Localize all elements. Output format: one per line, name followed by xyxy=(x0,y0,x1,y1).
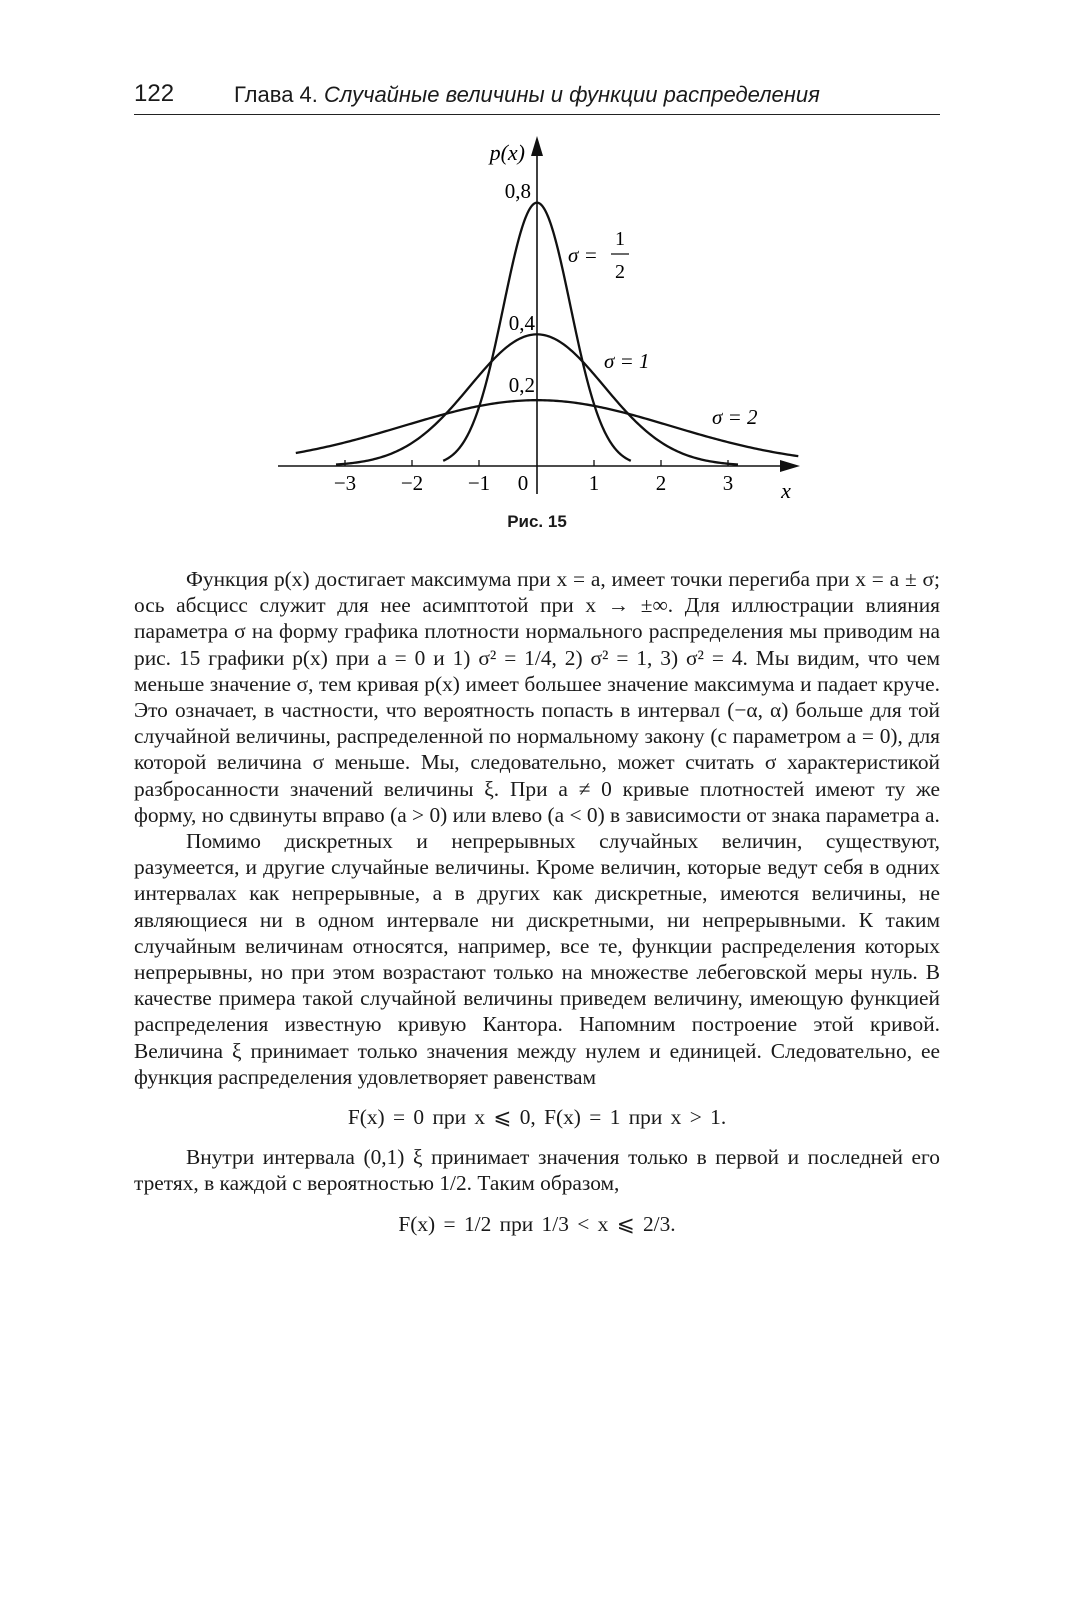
paragraph: Внутри интервала (0,1) ξ принимает значения только в первой и последней его третях, в каждой с вероятностью 1/2. Таким образом, xyxy=(134,1145,940,1196)
x-tick-label: 0 xyxy=(517,471,529,495)
curve-label-sigma-half-denominator: 2 xyxy=(615,261,625,283)
curve-label-sigma-half-numerator: 1 xyxy=(615,228,625,250)
y-tick-label: 0,8 xyxy=(504,179,531,203)
x-tick-label: −2 xyxy=(400,471,424,495)
curve-label-sigma-2: σ = 2 xyxy=(712,405,758,429)
formula: F(x) = 0 при x ⩽ 0, F(x) = 1 при x > 1. xyxy=(347,1105,727,1130)
y-axis-label: p(x) xyxy=(489,140,525,165)
y-tick-label: 0,2 xyxy=(508,373,535,397)
x-tick-label: −3 xyxy=(333,471,357,495)
x-tick-label: 3 xyxy=(722,471,734,495)
body-text xyxy=(134,566,940,1251)
paragraph: Функция p(x) достигает максимума при x = a, имеет точки перегиба при x = a ± σ; ось абсцисс служит для нее асимптотой при x → ±∞. Для иллюстрации влияния параметра σ на форму графика плотности нормального распределения мы приводим на рис. 15 графики p(x) при a = 0 и 1) σ² = 1/4, 2) σ² = 1, 3) σ² = 4. Мы видим, что чем меньше значение σ, тем кривая p(x) имеет большее значение максимума и падает круче. Это означает, в частности, что вероятность попасть в интервал (−α, α) больше для той случайной величины, распределенной по нормальному закону (с параметром a = 0), для которой величина σ меньше. Мы, следовательно, может считать σ характеристикой разбросанности значений величины ξ. При a ≠ 0 кривые плотностей имеют ту же форму, но сдвинуты вправо (a > 0) или влево (a < 0) в зависимости от знака параметра a. xyxy=(134,567,940,827)
curve-label-sigma-1: σ = 1 xyxy=(604,349,650,373)
chapter-title-text: Случайные величины и функции распределения xyxy=(324,82,820,107)
density-plot xyxy=(260,130,820,510)
x-tick-label: 1 xyxy=(588,471,600,495)
formula: F(x) = 1/2 при 1/3 < x ⩽ 2/3. xyxy=(398,1211,676,1236)
curve-label-sigma-half: σ = xyxy=(568,243,598,267)
page-number: 122 xyxy=(134,80,175,107)
x-tick-label: 2 xyxy=(655,471,667,495)
normal-density-figure xyxy=(260,130,820,510)
page-header xyxy=(134,78,940,115)
y-tick-label: 0,4 xyxy=(508,311,535,335)
paragraph: Помимо дискретных и непрерывных случайных величин, существуют, разумеется, и другие случайные величины. Кроме величин, которые ведут себя в одних интервалах как непрерывные, а в других как дискретные, имеются величины, не являющиеся ни в одном интервале ни дискретными, ни непрерывными. К таким случайным величинам относятся, например, все те, функции распределения которых непрерывны, но при этом возрастают только на множестве лебеговской меры нуль. В качестве примера такой случайной величины приведем величину, имеющую функцией распределения известную кривую Кантора. Напомним построение этой кривой. Величина ξ принимает только значения между нулем и единицей. Следовательно, ее функция распределения удовлетворяет равенствам xyxy=(134,829,940,1089)
chapter-label: Глава 4. xyxy=(234,82,318,107)
x-axis-arrow-icon xyxy=(780,460,800,472)
x-tick-label: −1 xyxy=(467,471,491,495)
y-axis-arrow-icon xyxy=(531,136,543,156)
x-axis-label: x xyxy=(781,478,791,503)
chapter-title xyxy=(234,82,820,108)
figure-caption: Рис. 15 xyxy=(507,512,567,531)
